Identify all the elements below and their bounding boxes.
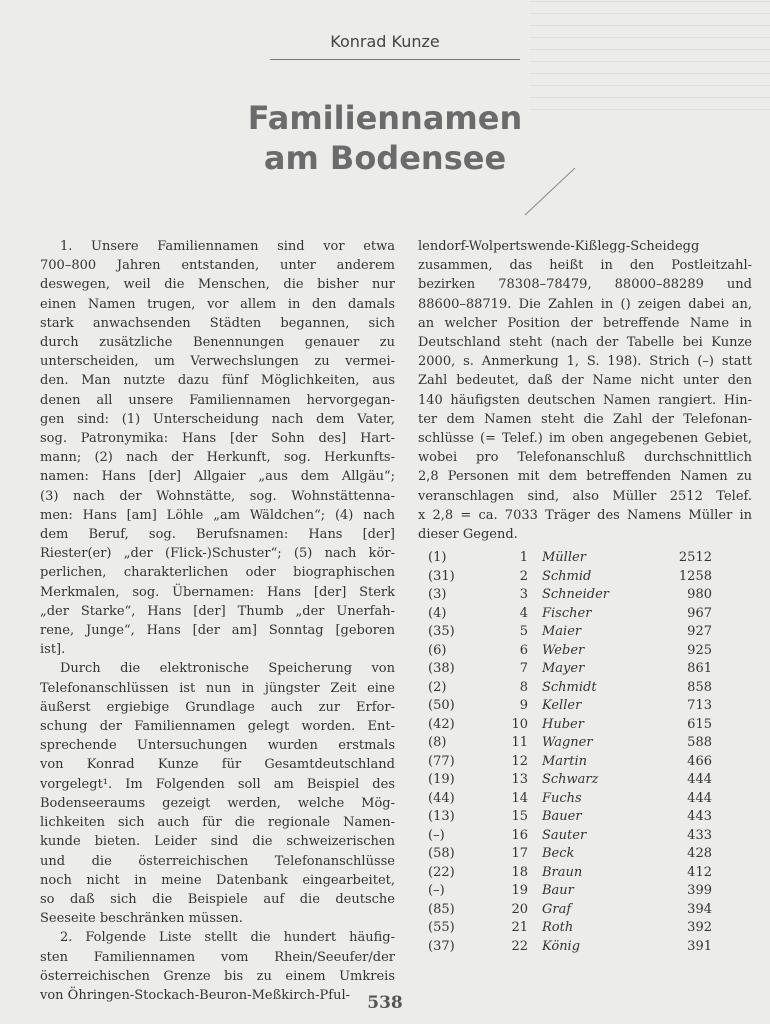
table-row (418, 901, 712, 920)
table-row (418, 827, 712, 846)
cell-position: 19 (511, 883, 528, 898)
cell-count: 466 (687, 753, 712, 769)
cell-rank: (–) (428, 827, 445, 843)
cell-rank: (38) (428, 661, 455, 676)
text-line: veranschlagen sind, also Müller 2512 Telef. (418, 488, 752, 504)
cell-position: 10 (511, 716, 528, 732)
text-line: denen all unsere Familiennamen hervorgegan- (40, 392, 395, 408)
cell-position: 17 (511, 846, 528, 861)
text-line: dem Beruf, sog. Berufsnamen: Hans [der] (40, 527, 395, 543)
text-line: ter dem Namen steht die Zahl der Telefonan- (418, 411, 752, 427)
cell-rank: (58) (428, 846, 455, 861)
text-line: 1. Unsere Familiennamen sind vor etwa (60, 239, 395, 254)
table-row (418, 864, 712, 883)
right-column-text (418, 237, 752, 544)
cell-position: 8 (519, 679, 528, 695)
table-row (418, 679, 712, 698)
cell-count: 394 (687, 901, 712, 917)
text-line: Riester(er) „der (Flick-)Schuster“; (5) nach kör- (40, 546, 395, 562)
table-row (418, 938, 712, 957)
table-row (418, 568, 712, 587)
cell-position: 3 (519, 587, 528, 602)
text-line: men: Hans [am] Löhle „am Wäldchen“; (4) nach (40, 507, 395, 523)
text-line: namen: Hans [der] Allgaier „aus dem Allgäu“; (40, 469, 395, 485)
cell-count: 2512 (678, 550, 712, 565)
text-line: und die österreichischen Telefonanschlüsse (40, 853, 395, 869)
cell-surname: Weber (542, 642, 585, 658)
table-row (418, 808, 712, 827)
cell-surname: Graf (542, 901, 572, 917)
cell-surname: Schmid (542, 568, 592, 584)
text-line: Deutschland steht (nach der Tabelle bei Kunze (418, 335, 752, 351)
cell-surname: Huber (542, 716, 584, 732)
cell-count: 428 (687, 846, 712, 861)
cell-count: 444 (687, 790, 712, 806)
decorative-stroke (520, 160, 580, 220)
text-line: noch nicht in meine Datenbank eingearbeitet, (40, 872, 395, 888)
table-row (418, 919, 712, 938)
cell-count: 391 (687, 938, 712, 954)
text-line: „der Starke“, Hans [der] Thumb „der Unerfah- (40, 603, 395, 619)
cell-position: 13 (511, 772, 528, 787)
cell-surname: Müller (542, 550, 586, 565)
cell-rank: (37) (428, 938, 455, 954)
cell-surname: Fuchs (542, 790, 582, 806)
cell-rank: (1) (428, 550, 447, 565)
cell-surname: Baur (542, 883, 574, 898)
cell-count: 967 (687, 605, 712, 621)
text-line: Bodenseeraums gezeigt werden, welche Mög- (40, 795, 395, 811)
text-line: vorgelegt¹. Im Folgenden soll am Beispiel des (40, 776, 395, 792)
table-row (418, 771, 712, 790)
table-row (418, 623, 712, 642)
table-row (418, 753, 712, 772)
text-line: Telefonanschlüssen ist nun in jüngster Zeit eine (40, 680, 395, 696)
cell-position: 21 (511, 920, 528, 935)
title-line-1: Familiennamen (247, 99, 523, 137)
text-line: Durch die elektronische Speicherung von (60, 661, 395, 677)
cell-rank: (35) (428, 624, 455, 639)
cell-count: 861 (687, 661, 712, 676)
article-title (0, 98, 770, 178)
text-line: an welcher Position der betreffende Name in (418, 315, 752, 331)
cell-rank: (2) (428, 679, 447, 695)
author-rule (270, 59, 520, 60)
table-row (418, 660, 712, 679)
text-line: 140 häufigsten deutschen Namen rangiert. Hin- (418, 392, 752, 408)
text-line: sog. Patronymika: Hans [der Sohn des] Hart- (40, 431, 395, 447)
cell-surname: Braun (542, 864, 583, 880)
text-line: rene, Junge“, Hans [der am] Sonntag [geboren (40, 623, 395, 639)
table-row (418, 790, 712, 809)
cell-position: 6 (519, 642, 528, 658)
cell-position: 14 (511, 790, 528, 806)
page-number: 538 (367, 993, 403, 1013)
text-line: dieser Gegend. (418, 527, 518, 543)
text-line: lendorf-Wolpertswende-Kißlegg-Scheidegg (418, 239, 700, 254)
cell-position: 18 (511, 864, 528, 880)
cell-count: 713 (687, 698, 712, 713)
cell-surname: Roth (542, 920, 574, 935)
cell-position: 2 (519, 568, 528, 584)
cell-position: 7 (519, 661, 528, 676)
cell-position: 20 (511, 901, 528, 917)
text-line: von Öhringen-Stockach-Beuron-Meßkirch-Pful- (40, 987, 351, 1003)
cell-surname: Sauter (542, 827, 587, 843)
text-line: Seeseite beschränken müssen. (40, 911, 243, 927)
cell-surname: Mayer (542, 661, 585, 676)
text-line: deswegen, weil die Menschen, die bisher nur (40, 277, 395, 293)
cell-surname: Schwarz (542, 772, 599, 787)
text-line: einen Namen trugen, vor allem in den damals (40, 296, 395, 312)
table-row (418, 845, 712, 864)
cell-count: 615 (687, 716, 712, 732)
title-line-2: am Bodensee (263, 139, 507, 177)
text-line: stark anwachsenden Städten begannen, sich (40, 315, 395, 331)
cell-surname: König (542, 938, 581, 954)
text-line: 2000, s. Anmerkung 1, S. 198). Strich (–) statt (418, 354, 752, 370)
cell-count: 980 (687, 587, 712, 602)
text-line: schung der Familiennamen gelegt worden. Ent- (40, 719, 395, 735)
left-column-text (40, 237, 395, 1005)
cell-count: 1258 (678, 568, 712, 584)
cell-position: 15 (511, 809, 528, 824)
text-line: x 2,8 = ca. 7033 Träger des Namens Müller in (418, 507, 752, 523)
text-line: bezirken 78308–78479, 88000–88289 und (418, 277, 752, 293)
cell-position: 5 (519, 624, 528, 639)
cell-position: 1 (519, 550, 528, 565)
cell-count: 412 (687, 864, 712, 880)
cell-count: 399 (687, 883, 712, 898)
table-row (418, 716, 712, 735)
cell-surname: Wagner (542, 735, 593, 750)
cell-surname: Maier (542, 624, 582, 639)
cell-position: 16 (511, 827, 528, 843)
cell-count: 858 (687, 679, 712, 695)
cell-rank: (13) (428, 809, 455, 824)
cell-surname: Schneider (542, 587, 610, 602)
cell-position: 4 (519, 605, 528, 621)
text-line: 2. Folgende Liste stellt die hundert häufig- (60, 930, 395, 946)
cell-count: 927 (687, 624, 712, 639)
text-line: 2,8 Personen mit dem betreffenden Namen zu (418, 469, 752, 485)
text-line: schlüsse (= Telef.) im oben angegebenen Gebiet, (418, 431, 752, 447)
cell-count: 433 (687, 827, 712, 843)
cell-rank: (50) (428, 698, 455, 713)
table-row (418, 882, 712, 901)
cell-count: 588 (687, 735, 712, 750)
text-line: mann; (2) nach der Herkunft, sog. Herkunfts- (40, 450, 395, 466)
cell-rank: (55) (428, 920, 455, 935)
cell-position: 11 (511, 735, 528, 750)
cell-rank: (85) (428, 901, 455, 917)
scan-artifact (530, 0, 770, 110)
text-line: kunde bieten. Leider sind die schweizerischen (40, 834, 395, 850)
cell-rank: (3) (428, 587, 447, 602)
cell-surname: Fischer (542, 605, 592, 621)
text-line: wobei pro Telefonanschluß durchschnittlich (418, 450, 752, 466)
text-line: zusammen, das heißt in den Postleitzahl- (418, 258, 752, 274)
text-line: 700–800 Jahren entstanden, unter anderem (40, 258, 395, 274)
cell-position: 12 (511, 753, 528, 769)
cell-rank: (–) (428, 883, 445, 898)
cell-position: 9 (519, 698, 528, 713)
cell-rank: (31) (428, 568, 455, 584)
cell-rank: (22) (428, 864, 455, 880)
cell-count: 925 (687, 642, 712, 658)
author-name: Konrad Kunze (330, 32, 440, 51)
text-line: Merkmalen, sog. Übernamen: Hans [der] Sterk (40, 584, 395, 600)
cell-rank: (19) (428, 772, 455, 787)
text-line: äußerst ergiebige Grundlage auch zur Erfor- (40, 699, 395, 715)
text-line: so daß sich die Beispiele auf die deutsche (40, 891, 395, 907)
cell-rank: (4) (428, 605, 447, 621)
text-line: von Konrad Kunze für Gesamtdeutschland (40, 757, 395, 773)
cell-surname: Bauer (542, 809, 582, 824)
cell-surname: Beck (542, 846, 575, 861)
text-line: Zahl bedeutet, daß der Name nicht unter den (418, 373, 752, 389)
text-line: gen sind: (1) Unterscheidung nach dem Vater, (40, 411, 395, 427)
cell-count: 392 (687, 920, 712, 935)
table-row (418, 549, 712, 568)
table-row (418, 734, 712, 753)
text-line: perlichen, charakterlichen oder biographischen (40, 565, 395, 581)
text-line: ist]. (40, 642, 66, 658)
cell-rank: (44) (428, 790, 455, 806)
cell-surname: Keller (542, 698, 582, 713)
table-row (418, 586, 712, 605)
cell-rank: (6) (428, 642, 447, 658)
table-row (418, 697, 712, 716)
cell-rank: (77) (428, 753, 455, 769)
text-line: 88600–88719. Die Zahlen in () zeigen dabei an, (418, 296, 752, 312)
text-line: sprechende Untersuchungen wurden erstmals (40, 738, 395, 754)
cell-rank: (42) (428, 716, 455, 732)
surname-table (418, 549, 712, 956)
text-line: durch zusätzliche Benennungen genauer zu (40, 335, 395, 351)
cell-rank: (8) (428, 735, 447, 750)
cell-count: 443 (687, 809, 712, 824)
text-line: (3) nach der Wohnstätte, sog. Wohnstättenna- (40, 488, 395, 504)
text-line: österreichischen Grenze bis zu einem Umkreis (40, 968, 395, 984)
text-line: den. Man nutzte dazu fünf Möglichkeiten, aus (40, 373, 395, 389)
text-line: lichkeiten sich auch für die regionale Namen- (40, 815, 395, 831)
cell-surname: Martin (542, 753, 588, 769)
text-line: unterscheiden, um Verwechslungen zu vermei- (40, 354, 395, 370)
cell-count: 444 (687, 772, 712, 787)
table-row (418, 605, 712, 624)
cell-surname: Schmidt (542, 679, 597, 695)
table-row (418, 642, 712, 661)
cell-position: 22 (511, 938, 528, 954)
text-line: sten Familiennamen vom Rhein/Seeufer/der (40, 949, 395, 965)
